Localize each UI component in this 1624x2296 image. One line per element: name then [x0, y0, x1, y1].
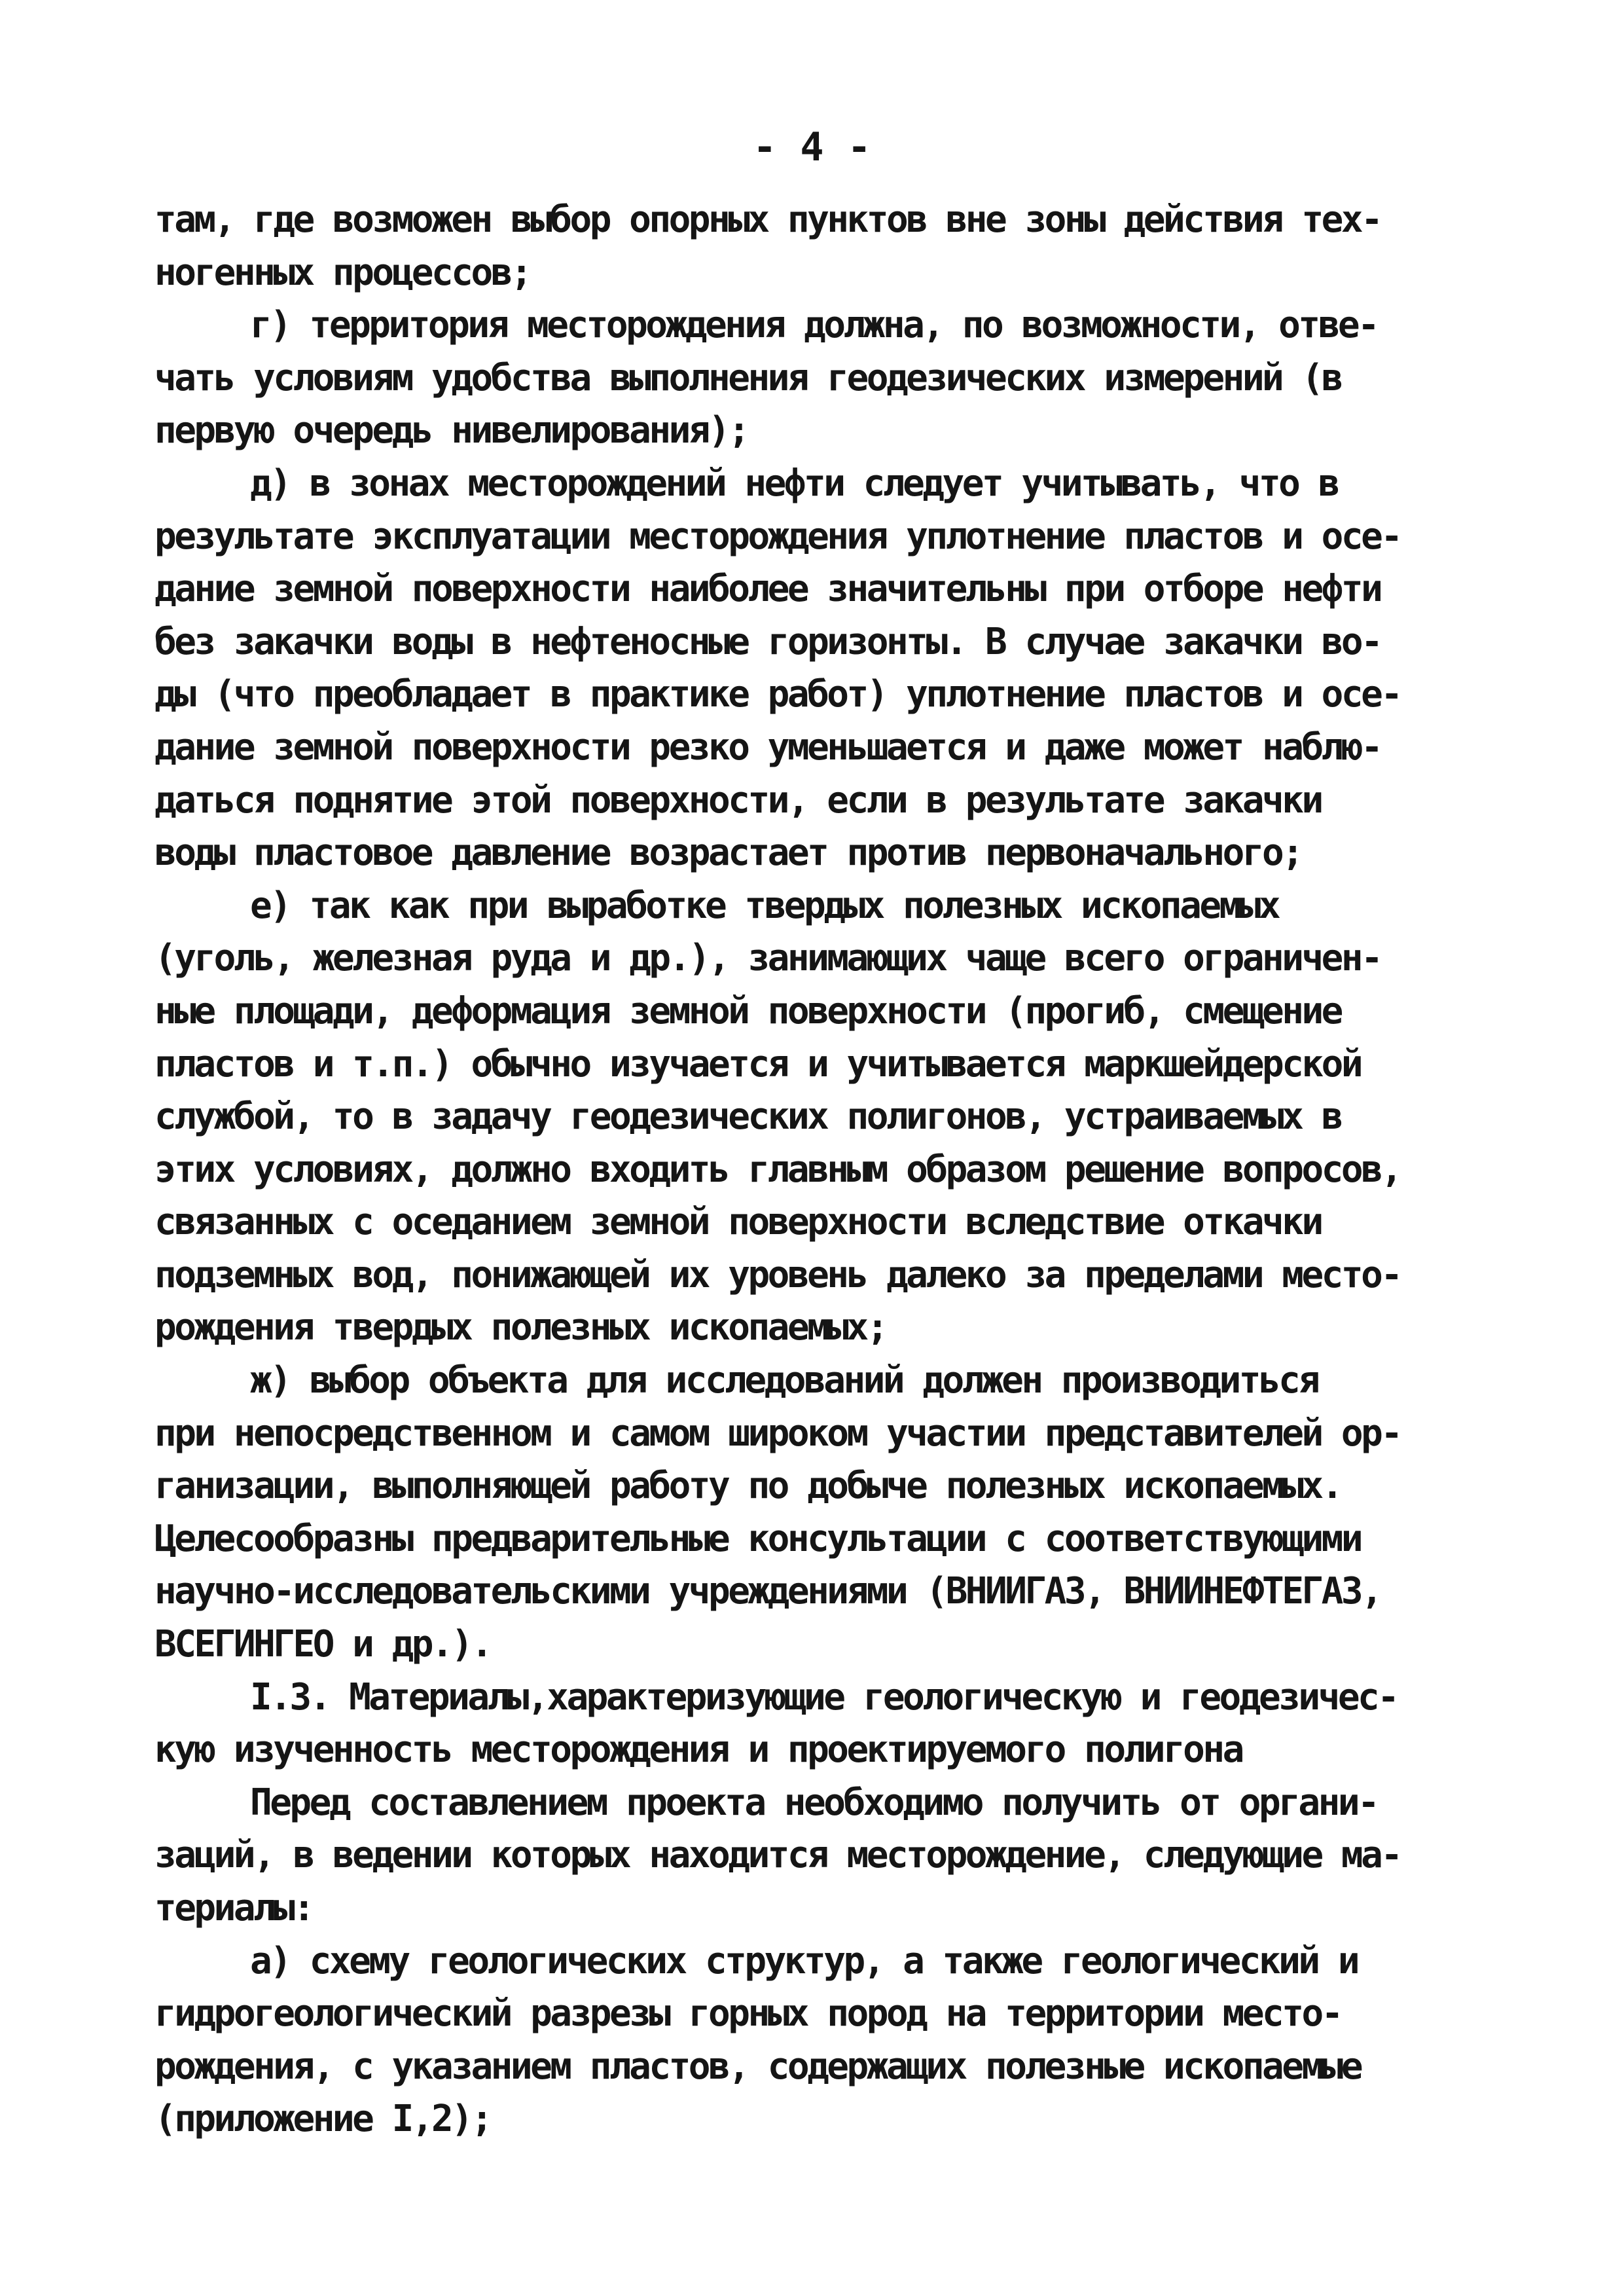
text-line: гидрогеологический разрезы горных пород на территории место- [154, 1992, 1341, 2035]
text-line: ВСЕГИНГЕО и др.). [154, 1623, 491, 1666]
text-line: Целесообразны предварительные консультации с соответствующими [154, 1517, 1362, 1560]
section-heading-line: кую изученность месторождения и проектируемого полигона [154, 1728, 1242, 1772]
text-line: связанных с оседанием земной поверхности вследствие откачки [154, 1201, 1322, 1244]
text-line: е) так как при выработке твердых полезных ископаемых [250, 884, 1279, 927]
text-line: первую очередь нивелирования); [154, 409, 748, 452]
text-line: заций, в ведении которых находится месторождение, следующие ма- [154, 1834, 1401, 1877]
section-heading-line: I.3. Материалы,характеризующие геологическую и геодезичес- [250, 1675, 1398, 1719]
page-number: - 4 - [753, 124, 871, 170]
text-line: ж) выбор объекта для исследований должен производиться [250, 1359, 1318, 1402]
text-line: териалы: [154, 1887, 313, 1929]
text-line: д) в зонах месторождений нефти следует учитывать, что в [250, 462, 1338, 505]
text-line: ногенных процессов; [154, 251, 531, 294]
text-line: даться поднятие этой поверхности, если в результате закачки [154, 778, 1322, 822]
text-line: (приложение I,2); [154, 2098, 491, 2141]
text-line: г) территория месторождения должна, по возможности, отве- [250, 304, 1378, 347]
text-line: службой, то в задачу геодезических полигонов, устраиваемых в [154, 1095, 1341, 1139]
text-line: этих условиях, должно входить главным образом решение вопросов, [154, 1148, 1401, 1191]
text-line: там, где возможен выбор опорных пунктов вне зоны действия тех- [154, 198, 1381, 241]
text-line: пластов и т.п.) обычно изучается и учитывается маркшейдерской [154, 1042, 1362, 1085]
text-line: ганизации, выполняющей работу по добыче полезных ископаемых. [154, 1465, 1341, 1508]
text-line: дание земной поверхности наиболее значительны при отборе нефти [154, 568, 1381, 611]
text-line: воды пластовое давление возрастает против первоначального; [154, 831, 1302, 875]
text-line: ные площади, деформация земной поверхности (прогиб, смещение [154, 989, 1341, 1032]
text-line: Перед составлением проекта необходимо получить от органи- [250, 1781, 1378, 1824]
text-line: чать условиям удобства выполнения геодезических измерений (в [154, 356, 1341, 399]
text-line: подземных вод, понижающей их уровень далеко за пределами место- [154, 1253, 1401, 1296]
text-line: ды (что преобладает в практике работ) уплотнение пластов и осе- [154, 673, 1401, 716]
document-body [154, 194, 1542, 2146]
text-line: при непосредственном и самом широком участии представителей ор- [154, 1412, 1401, 1455]
text-line: научно-исследовательскими учреждениями (ВНИИГАЗ, ВНИИНЕФТЕГАЗ, [154, 1570, 1381, 1613]
text-line: рождения твердых полезных ископаемых; [154, 1306, 886, 1349]
text-line: без закачки воды в нефтеносные горизонты. В случае закачки во- [154, 620, 1381, 663]
text-line: дание земной поверхности резко уменьшается и даже может наблю- [154, 725, 1381, 769]
text-line: а) схему геологических структур, а также геологический и [250, 1939, 1358, 1982]
text-line: результате эксплуатации месторождения уплотнение пластов и осе- [154, 515, 1401, 558]
text-line: рождения, с указанием пластов, содержащих полезные ископаемые [154, 2045, 1362, 2088]
text-line: (уголь, железная руда и др.), занимающих чаще всего ограничен- [154, 937, 1381, 980]
